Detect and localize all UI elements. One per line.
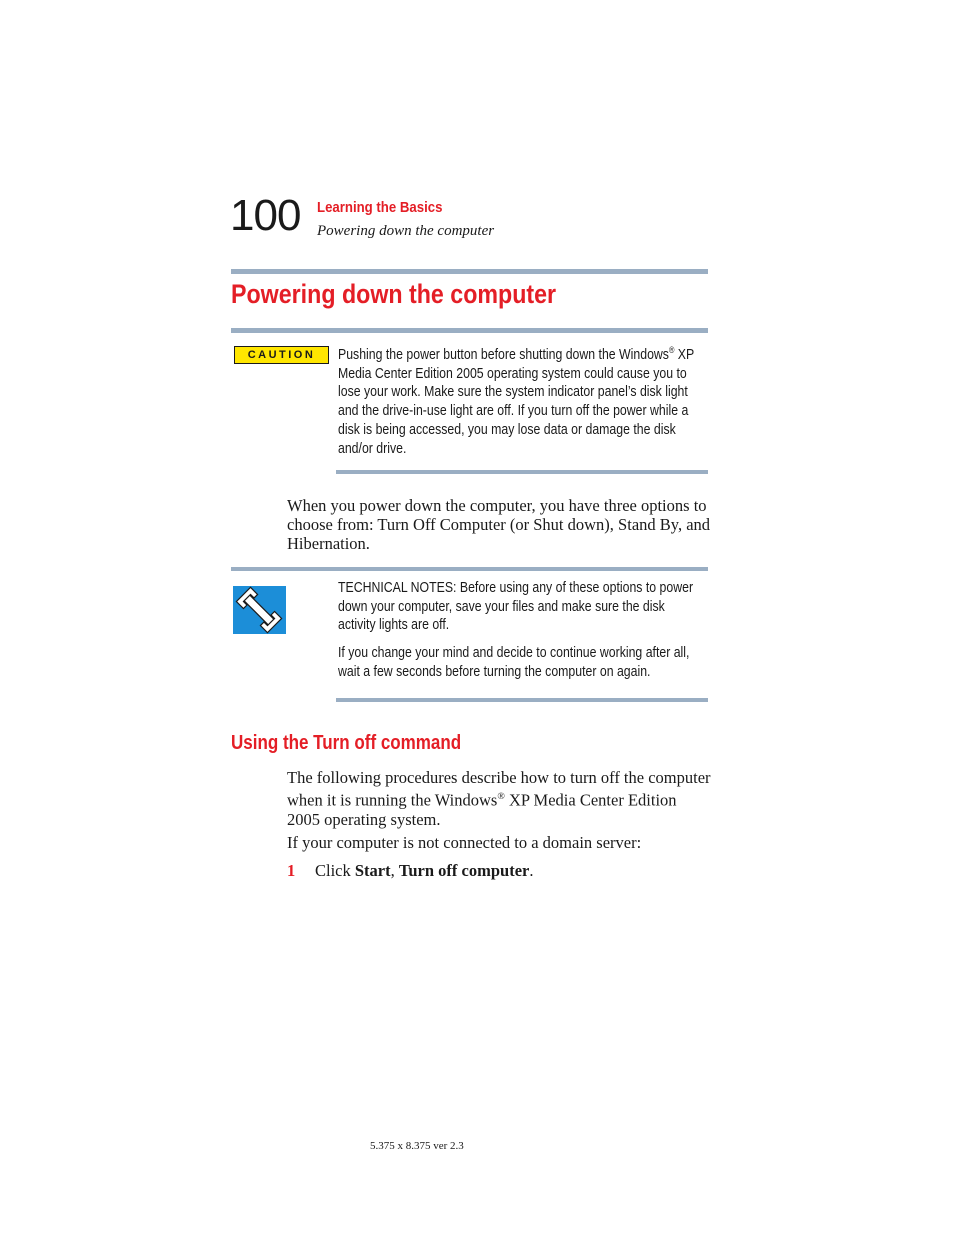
- caution-rule: [336, 470, 708, 474]
- step-text: Click Start, Turn off computer.: [315, 861, 534, 880]
- procedure-paragraph: The following procedures describe how to turn off the computer when it is running the Windows® XP Media Center Edition 2005 operating system.: [287, 768, 711, 829]
- caution-text: Pushing the power button before shutting down the Windows® XP Media Center Edition 2005 operating system could cause you to lose your work. Make sure the system indicator panel’s disk light and the drive-in-use light are off. If you turn off the power while a disk is being accessed, you may lose data or damage the disk and/or drive.: [338, 345, 694, 457]
- registered-mark: ®: [668, 345, 675, 355]
- chapter-title: Learning the Basics: [317, 199, 443, 216]
- tech-note-paragraph-2: If you change your mind and decide to continue working after all, wait a few seconds before turning the computer on again.: [338, 644, 690, 680]
- tech-note-rule-bottom: [336, 698, 708, 702]
- subheading: Using the Turn off command: [231, 732, 462, 754]
- section-subtitle: Powering down the computer: [317, 223, 495, 239]
- tech-note-paragraph-1: TECHNICAL NOTES: Before using any of these options to power down your computer, save your files and make sure the disk activity lights are off.: [338, 579, 694, 634]
- page-number: 100: [230, 191, 301, 240]
- page-footer: 5.375 x 8.375 ver 2.3: [370, 1140, 464, 1152]
- domain-paragraph: If your computer is not connected to a domain server:: [287, 833, 642, 852]
- tech-note-rule-top: [231, 567, 708, 571]
- page-heading: Powering down the computer: [231, 279, 557, 309]
- intro-paragraph: When you power down the computer, you have three options to choose from: Turn Off Computer (or Shut down), Stand By, and Hibernation.: [287, 496, 711, 553]
- heading-rule-bottom: [231, 328, 708, 333]
- start-label: Start: [354, 861, 391, 880]
- wrench-icon: [233, 586, 286, 634]
- turn-off-computer-label: Turn off computer: [398, 861, 530, 880]
- caution-badge: CAUTION: [234, 346, 329, 364]
- step-number: 1: [287, 861, 296, 880]
- heading-rule-top: [231, 269, 708, 274]
- registered-mark: ®: [497, 791, 505, 802]
